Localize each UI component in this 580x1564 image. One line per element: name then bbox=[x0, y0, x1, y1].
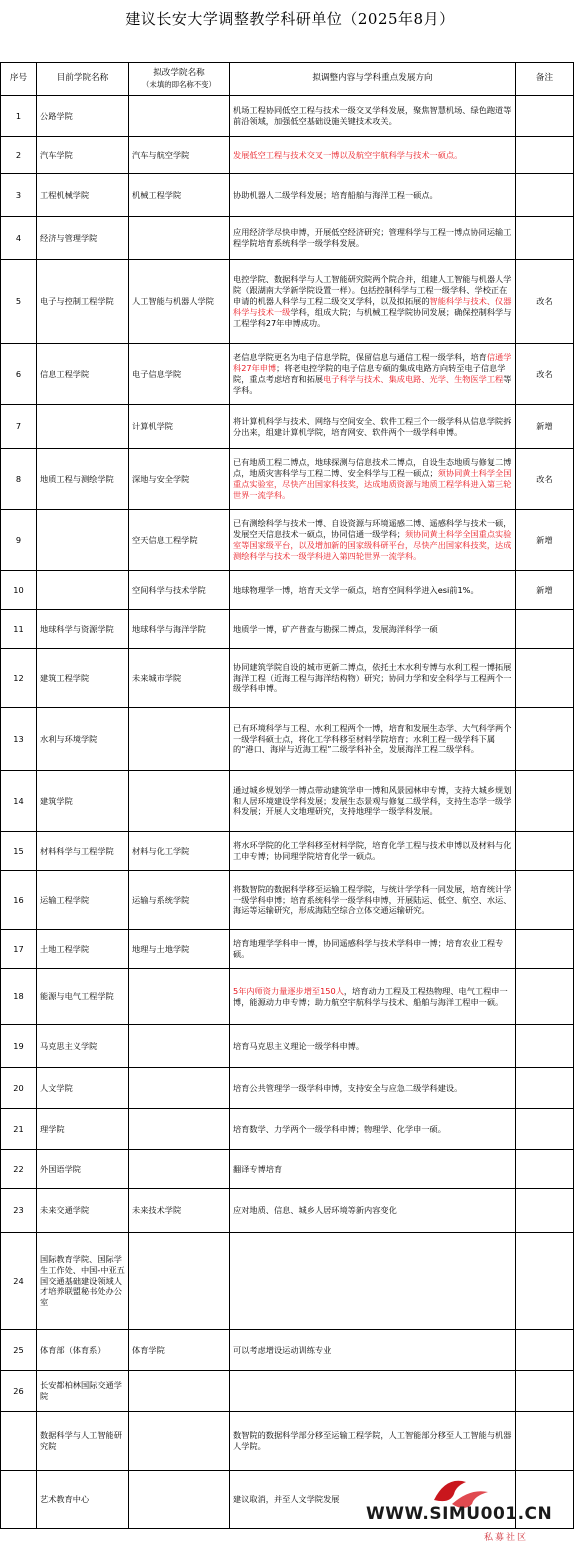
table-row bbox=[1, 260, 574, 344]
proposed-name-cell: 地理与土地学院 bbox=[129, 930, 230, 969]
seq-cell: 26 bbox=[1, 1371, 37, 1412]
highlight-text: 发展低空工程与技术交叉一博以及航空宇航科学与技术一硕点。 bbox=[233, 149, 463, 160]
note-cell bbox=[516, 137, 574, 174]
current-name-cell: 信息工程学院 bbox=[37, 344, 129, 405]
proposed-name-cell: 计算机学院 bbox=[129, 405, 230, 449]
seq-cell bbox=[1, 1412, 37, 1471]
table-row bbox=[1, 969, 574, 1025]
note-cell: 改名 bbox=[516, 344, 574, 405]
note-cell bbox=[516, 1330, 574, 1371]
note-cell bbox=[516, 1109, 574, 1150]
proposed-name-cell bbox=[129, 1109, 230, 1150]
content-text: 培育公共管理学一级学科申博，支持安全与应急二级学科建设。 bbox=[233, 1082, 463, 1093]
note-cell bbox=[516, 1412, 574, 1471]
note-cell bbox=[516, 1233, 574, 1330]
seq-cell: 7 bbox=[1, 405, 37, 449]
note-cell: 改名 bbox=[516, 449, 574, 510]
seq-cell bbox=[1, 1471, 37, 1529]
content-cell bbox=[230, 969, 516, 1025]
current-name-cell: 体育部（体育系） bbox=[37, 1330, 129, 1371]
current-name-cell bbox=[37, 405, 129, 449]
content-cell bbox=[230, 1233, 516, 1330]
seq-cell: 16 bbox=[1, 871, 37, 930]
seq-cell: 4 bbox=[1, 217, 37, 260]
current-name-cell: 运输工程学院 bbox=[37, 871, 129, 930]
seq-cell: 18 bbox=[1, 969, 37, 1025]
current-name-cell: 长安都柏林国际交通学院 bbox=[37, 1371, 129, 1412]
content-cell bbox=[230, 610, 516, 649]
content-text: 等学科。 bbox=[233, 374, 512, 395]
table-row bbox=[1, 1412, 574, 1471]
header-proposed-sub: （未填的即名称不变） bbox=[142, 79, 216, 89]
content-cell bbox=[230, 771, 516, 832]
content-text: 已有地质工程二博点，地球探测与信息技术二博点，自设生态地质与修复二博点，地质灾害科学与工程二博、安全科学与工程一硕点； bbox=[233, 457, 512, 479]
content-text: 协助机器人二级学科发展；培育船舶与海洋工程一硕点。 bbox=[233, 189, 438, 200]
header-current: 目前学院名称 bbox=[37, 63, 129, 96]
proposed-name-cell: 未来技术学院 bbox=[129, 1189, 230, 1233]
content-text: 地质学一博，矿产普查与勘探二博点，发展海洋科学一硕 bbox=[233, 623, 438, 634]
seq-cell: 12 bbox=[1, 649, 37, 708]
table-row bbox=[1, 1150, 574, 1189]
content-cell bbox=[230, 510, 516, 571]
note-cell bbox=[516, 832, 574, 871]
content-text: 翻译专博培育 bbox=[233, 1163, 283, 1174]
watermark bbox=[366, 1500, 576, 1558]
content-cell bbox=[230, 1150, 516, 1189]
table-row bbox=[1, 871, 574, 930]
proposed-name-cell bbox=[129, 708, 230, 771]
adjustment-table bbox=[0, 62, 574, 1529]
proposed-name-cell: 运输与系统学院 bbox=[129, 871, 230, 930]
note-cell bbox=[516, 708, 574, 771]
table-row bbox=[1, 174, 574, 217]
seq-cell: 13 bbox=[1, 708, 37, 771]
content-text: 已有测绘科学与技术一博、自设资源与环境遥感二博、遥感科学与技术一硕，发展空天信息技术一硕点，协同信通一级学科； bbox=[233, 518, 512, 540]
proposed-name-cell bbox=[129, 1471, 230, 1529]
content-cell bbox=[230, 832, 516, 871]
content-cell bbox=[230, 871, 516, 930]
content-text: 将水环学院的化工学科移至材料学院，培育化学工程与技术申博以及材料与化工申专博；协同理学院培育化学一硕点。 bbox=[233, 840, 512, 861]
table-row bbox=[1, 1109, 574, 1150]
note-cell bbox=[516, 174, 574, 217]
proposed-name-cell: 空天信息工程学院 bbox=[129, 510, 230, 571]
content-cell bbox=[230, 930, 516, 969]
current-name-cell: 公路学院 bbox=[37, 96, 129, 137]
proposed-name-cell: 未来城市学院 bbox=[129, 649, 230, 708]
note-cell bbox=[516, 969, 574, 1025]
current-name-cell bbox=[37, 510, 129, 571]
proposed-name-cell: 体育学院 bbox=[129, 1330, 230, 1371]
current-name-cell: 国际教育学院、国际学生工作处、中国-中亚五国交通基础建设领域人才培养联盟秘书处办公室 bbox=[37, 1233, 129, 1330]
proposed-name-cell: 空间科学与技术学院 bbox=[129, 571, 230, 610]
table-row bbox=[1, 217, 574, 260]
seq-cell: 21 bbox=[1, 1109, 37, 1150]
content-cell bbox=[230, 174, 516, 217]
table-row bbox=[1, 832, 574, 871]
table-row bbox=[1, 510, 574, 571]
proposed-name-cell bbox=[129, 1233, 230, 1330]
current-name-cell: 马克思主义学院 bbox=[37, 1025, 129, 1068]
current-name-cell: 水利与环境学院 bbox=[37, 708, 129, 771]
current-name-cell: 能源与电气工程学院 bbox=[37, 969, 129, 1025]
current-name-cell: 建筑工程学院 bbox=[37, 649, 129, 708]
header-note: 备注 bbox=[516, 63, 574, 96]
seq-cell: 3 bbox=[1, 174, 37, 217]
current-name-cell: 地质工程与测绘学院 bbox=[37, 449, 129, 510]
note-cell bbox=[516, 217, 574, 260]
seq-cell: 2 bbox=[1, 137, 37, 174]
content-cell bbox=[230, 708, 516, 771]
content-text: 将计算机科学与技术、网络与空间安全、软件工程三个一级学科从信息学院拆分出来，组建计算机学院，培育网安、软件两个一级学科申博。 bbox=[233, 415, 512, 437]
table-row bbox=[1, 1371, 574, 1412]
current-name-cell: 未来交通学院 bbox=[37, 1189, 129, 1233]
table-header-row bbox=[1, 63, 574, 96]
content-text: 培育数学、力学两个一级学科申博；物理学、化学申一硕。 bbox=[233, 1123, 446, 1134]
content-text: 协同建筑学院自设的城市更新二博点，依托土木水利专博与水利工程一博拓展海洋工程（近海工程与海洋结构物）研究；协同力学和安全科学与工程两个一级学科申博。 bbox=[233, 661, 512, 694]
current-name-cell: 经济与管理学院 bbox=[37, 217, 129, 260]
proposed-name-cell: 汽车与航空学院 bbox=[129, 137, 230, 174]
content-cell bbox=[230, 649, 516, 708]
current-name-cell: 汽车学院 bbox=[37, 137, 129, 174]
content-text: 通过城乡规划学一博点带动建筑学申一博和风景园林申专博，支持大城乡规划和人居环境建设学科发展；发展生态景观与修复二级学科，支持生态学一级学科发展；开展人文地理研究，支持地理学一级学科发展。 bbox=[233, 784, 512, 817]
note-cell bbox=[516, 649, 574, 708]
table-row bbox=[1, 930, 574, 969]
header-content: 拟调整内容与学科重点发展方向 bbox=[230, 63, 516, 96]
seq-cell: 8 bbox=[1, 449, 37, 510]
proposed-name-cell: 人工智能与机器人学院 bbox=[129, 260, 230, 344]
note-cell: 新增 bbox=[516, 571, 574, 610]
watermark-sub: 私募社区 bbox=[484, 1533, 529, 1543]
content-cell bbox=[230, 1189, 516, 1233]
seq-cell: 6 bbox=[1, 344, 37, 405]
table-row bbox=[1, 137, 574, 174]
content-text: 建议取消，并至人文学院发展 bbox=[233, 1494, 340, 1505]
note-cell bbox=[516, 1068, 574, 1109]
content-text: 数智院的数据科学部分移至运输工程学院，人工智能部分移至人工智能与机器人学院。 bbox=[233, 1430, 512, 1451]
content-text: 培育马克思主义理论一级学科申博。 bbox=[233, 1040, 365, 1051]
header-proposed-label: 拟改学院名称 bbox=[153, 68, 205, 79]
proposed-name-cell bbox=[129, 969, 230, 1025]
content-cell bbox=[230, 1068, 516, 1109]
content-cell bbox=[230, 1330, 516, 1371]
note-cell: 改名 bbox=[516, 260, 574, 344]
table-row bbox=[1, 1233, 574, 1330]
proposed-name-cell bbox=[129, 1412, 230, 1471]
content-cell bbox=[230, 96, 516, 137]
proposed-name-cell bbox=[129, 96, 230, 137]
content-cell bbox=[230, 260, 516, 344]
current-name-cell: 艺术教育中心 bbox=[37, 1471, 129, 1529]
table-row bbox=[1, 405, 574, 449]
highlight-text: 须协同黄土科学全国重点实验室，尽快产出国家科技奖，达成地质资源与地质工程学科进入第三轮世界一流学科。 bbox=[233, 468, 512, 500]
current-name-cell: 地球科学与资源学院 bbox=[37, 610, 129, 649]
highlight-text: 智能科学与技术、仪器科学与技术一级 bbox=[233, 296, 512, 317]
content-cell bbox=[230, 137, 516, 174]
highlight-text: 电子科学与技术、集成电路、光学、生物医学工程 bbox=[323, 374, 504, 384]
header-proposed bbox=[129, 63, 230, 96]
note-cell: 新增 bbox=[516, 510, 574, 571]
table-row bbox=[1, 1189, 574, 1233]
seq-cell: 17 bbox=[1, 930, 37, 969]
content-text: 老信息学院更名为电子信息学院，保留信息与通信工程一级学科，培育 bbox=[233, 352, 487, 363]
current-name-cell: 人文学院 bbox=[37, 1068, 129, 1109]
proposed-name-cell: 地球科学与海洋学院 bbox=[129, 610, 230, 649]
proposed-name-cell: 材料与化工学院 bbox=[129, 832, 230, 871]
highlight-text: 信通学科27年申博 bbox=[233, 352, 512, 374]
content-text: 可以考虑增设运动训练专业 bbox=[233, 1344, 332, 1355]
content-text: 应对地质、信息、城乡人居环境等新内容变化 bbox=[233, 1205, 397, 1216]
proposed-name-cell bbox=[129, 1068, 230, 1109]
table-row bbox=[1, 571, 574, 610]
current-name-cell bbox=[37, 571, 129, 610]
note-cell bbox=[516, 1150, 574, 1189]
current-name-cell: 电子与控制工程学院 bbox=[37, 260, 129, 344]
content-text: 学科，组成大院；与机械工程学院协同发展；确保控制科学与工程学科27年申博成功。 bbox=[233, 306, 512, 328]
content-cell bbox=[230, 1371, 516, 1412]
header-seq: 序号 bbox=[1, 63, 37, 96]
content-text: ，培育动力工程及工程热物理、电气工程申一博，能源动力申专博；助力航空宇航科学与技术、船舶与海洋工程申一硕。 bbox=[233, 985, 508, 1007]
seq-cell: 23 bbox=[1, 1189, 37, 1233]
content-text: 地球物理学一博，培育天文学一硕点，培育空间科学进入esi前1%。 bbox=[233, 584, 479, 595]
content-text: 机场工程协同低空工程与技术一级交叉学科发展，聚焦智慧机场、绿色跑道等前沿领域，加强低空基础设施关键技术攻关。 bbox=[233, 105, 512, 126]
note-cell bbox=[516, 871, 574, 930]
content-text: 将数智院的数据科学移至运输工程学院，与统计学学科一同发展，培育统计学一级学科申博；培育系统科学一级学科申博，开展陆运、低空、航空、水运、海运等运输研究，形成海陆空综合立体交通运输研究。 bbox=[233, 883, 512, 916]
seq-cell: 1 bbox=[1, 96, 37, 137]
current-name-cell: 建筑学院 bbox=[37, 771, 129, 832]
highlight-text: 5年内师资力量逐步增至150人 bbox=[233, 985, 344, 996]
table-row bbox=[1, 708, 574, 771]
proposed-name-cell: 深地与安全学院 bbox=[129, 449, 230, 510]
content-cell bbox=[230, 405, 516, 449]
proposed-name-cell bbox=[129, 1150, 230, 1189]
content-cell bbox=[230, 1025, 516, 1068]
table-body bbox=[1, 96, 574, 1529]
seq-cell: 22 bbox=[1, 1150, 37, 1189]
table-row bbox=[1, 96, 574, 137]
current-name-cell: 工程机械学院 bbox=[37, 174, 129, 217]
proposed-name-cell bbox=[129, 217, 230, 260]
table-row bbox=[1, 449, 574, 510]
page-title: 建议长安大学调整教学科研单位（2025年8月） bbox=[125, 10, 455, 28]
note-cell bbox=[516, 771, 574, 832]
seq-cell: 19 bbox=[1, 1025, 37, 1068]
seq-cell: 15 bbox=[1, 832, 37, 871]
current-name-cell: 材料科学与工程学院 bbox=[37, 832, 129, 871]
seq-cell: 24 bbox=[1, 1233, 37, 1330]
seq-cell: 5 bbox=[1, 260, 37, 344]
current-name-cell: 理学院 bbox=[37, 1109, 129, 1150]
seq-cell: 20 bbox=[1, 1068, 37, 1109]
highlight-text: 须协同黄土科学全国重点实验室等国家级平台，以及增加新的国家级科研平台，尽快产出国家科技奖，达成测绘科学与技术一级学科进入第四轮世界一流学科。 bbox=[233, 529, 512, 561]
content-text: 培育地理学学科申一博，协同遥感科学与技术学科申一博；培育农业工程专硕。 bbox=[233, 938, 504, 959]
note-cell bbox=[516, 96, 574, 137]
note-cell bbox=[516, 1371, 574, 1412]
note-cell bbox=[516, 610, 574, 649]
content-cell bbox=[230, 1412, 516, 1471]
current-name-cell: 土地工程学院 bbox=[37, 930, 129, 969]
content-text: 应用经济学尽快申博，开展低空经济研究；管理科学与工程一博点协同运输工程学院培育系统科学一级学科发展。 bbox=[233, 227, 512, 248]
proposed-name-cell bbox=[129, 1371, 230, 1412]
content-text: ；将老电控学院的电子信息专硕的集成电路方向转至电子信息学院，重点考虑培育和拓展 bbox=[233, 363, 506, 384]
table-row bbox=[1, 344, 574, 405]
seq-cell: 10 bbox=[1, 571, 37, 610]
proposed-name-cell bbox=[129, 771, 230, 832]
proposed-name-cell: 电子信息学院 bbox=[129, 344, 230, 405]
content-cell bbox=[230, 1109, 516, 1150]
table-row bbox=[1, 649, 574, 708]
seq-cell: 14 bbox=[1, 771, 37, 832]
content-cell bbox=[230, 571, 516, 610]
seq-cell: 11 bbox=[1, 610, 37, 649]
table-row bbox=[1, 1068, 574, 1109]
content-cell bbox=[230, 344, 516, 405]
table-row bbox=[1, 1025, 574, 1068]
table-row bbox=[1, 771, 574, 832]
seq-cell: 9 bbox=[1, 510, 37, 571]
content-text: 已有环境科学与工程、水利工程两个一博，培育和发展生态学、大气科学两个一级学科硕士点，将化工学科移至材料学院培育；水利工程一级学科下属的“港口、海岸与近海工程”二级学科补全，发展海洋工程二级学科。 bbox=[233, 722, 512, 755]
table-row bbox=[1, 610, 574, 649]
current-name-cell: 外国语学院 bbox=[37, 1150, 129, 1189]
note-cell bbox=[516, 1025, 574, 1068]
seq-cell: 25 bbox=[1, 1330, 37, 1371]
note-cell bbox=[516, 1189, 574, 1233]
content-cell bbox=[230, 217, 516, 260]
proposed-name-cell: 机械工程学院 bbox=[129, 174, 230, 217]
proposed-name-cell bbox=[129, 1025, 230, 1068]
table-row bbox=[1, 1330, 574, 1371]
note-cell: 新增 bbox=[516, 405, 574, 449]
watermark-text: WWW.SIMU001.CN bbox=[366, 1504, 553, 1524]
content-cell bbox=[230, 449, 516, 510]
current-name-cell: 数据科学与人工智能研究院 bbox=[37, 1412, 129, 1471]
content-text: 电控学院、数据科学与人工智能研究院两个院合并，组建人工智能与机器人学院（跟湖南大学新学院设置一样）。包括控制科学与工程一级学科、学校正在申请的机器人科学与工程二级交叉学科，以及拟拓展的 bbox=[233, 274, 512, 307]
note-cell bbox=[516, 930, 574, 969]
